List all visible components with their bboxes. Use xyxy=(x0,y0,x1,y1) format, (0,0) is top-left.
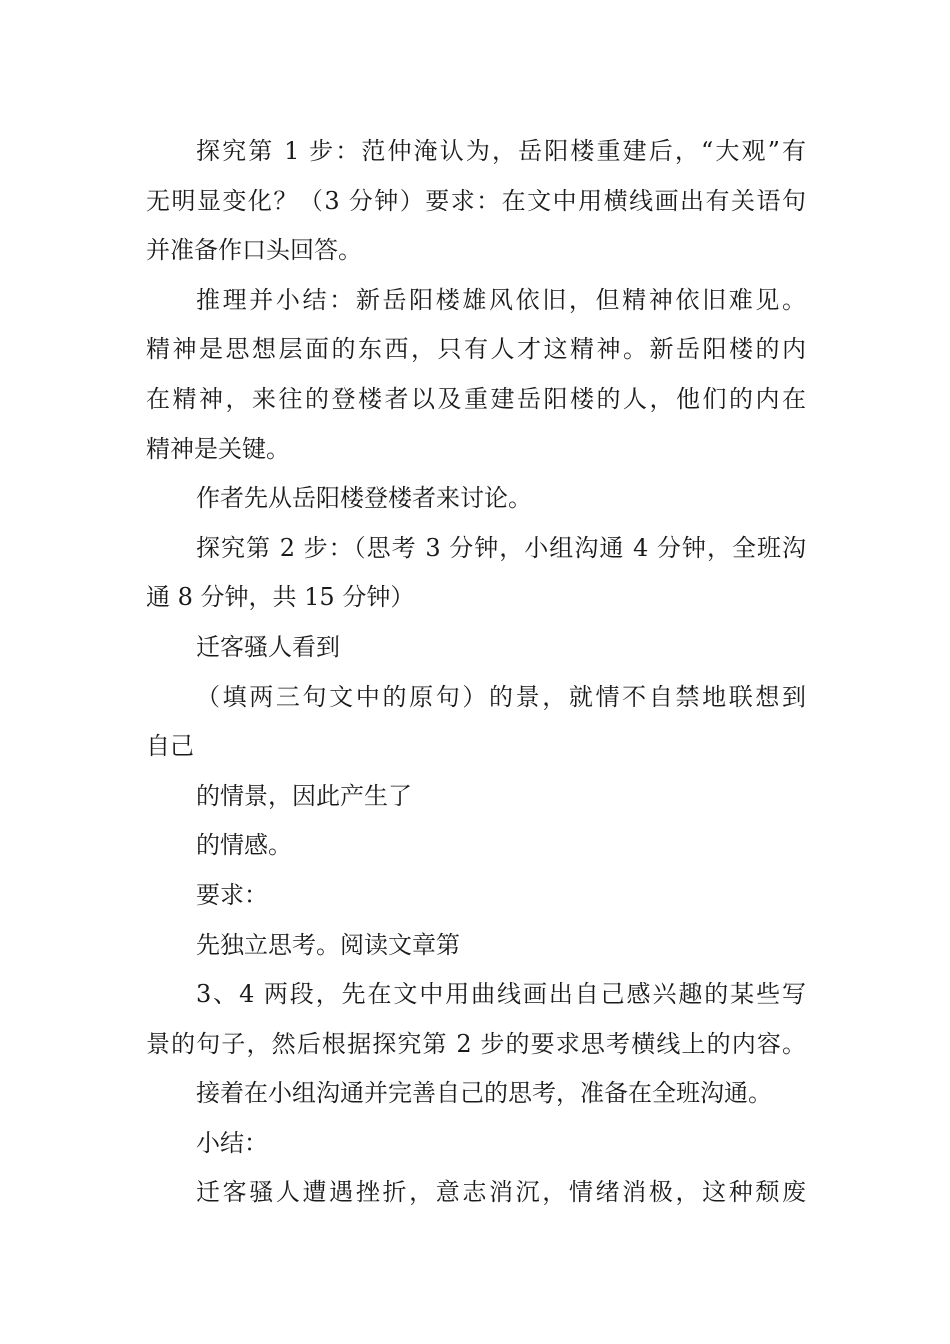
paragraph-line: 并准备作口头回答。 xyxy=(146,236,362,265)
paragraph-line: 推理并小结：新岳阳楼雄风依旧，但精神依旧难见。 xyxy=(196,285,806,314)
document-body xyxy=(146,127,806,1218)
paragraph-line: 接着在小组沟通并完善自己的思考，准备在全班沟通。 xyxy=(196,1079,772,1108)
paragraph-line: 3、4 两段，先在文中用曲线画出自己感兴趣的某些写 xyxy=(196,980,806,1009)
paragraph-line: 探究第 2 步：（思考 3 分钟，小组沟通 4 分钟，全班沟 xyxy=(196,533,806,562)
paragraph-line: 小结： xyxy=(196,1128,268,1157)
paragraph-line: 自己 xyxy=(146,732,194,761)
paragraph-line: 迁客骚人遭遇挫折，意志消沉，情绪消极，这种颓废 xyxy=(196,1178,806,1207)
paragraph-line: 作者先从岳阳楼登楼者来讨论。 xyxy=(196,484,532,513)
paragraph-line: 要求： xyxy=(196,880,268,909)
paragraph-line: 精神是关键。 xyxy=(146,434,290,463)
paragraph-line: 先独立思考。阅读文章第 xyxy=(196,930,460,959)
paragraph-line: 探究第 1 步：范仲淹认为，岳阳楼重建后，“大观”有 xyxy=(196,137,806,165)
paragraph-line: 精神是思想层面的东西，只有人才这精神。新岳阳楼的内 xyxy=(146,335,806,364)
paragraph-line: 的情感。 xyxy=(196,831,292,860)
paragraph-line: 景的句子，然后根据探究第 2 步的要求思考横线上的内容。 xyxy=(146,1029,806,1058)
paragraph-line: 的情景，因此产生了 xyxy=(196,781,412,810)
paragraph-line: 在精神，来往的登楼者以及重建岳阳楼的人，他们的内在 xyxy=(146,384,806,413)
paragraph-line: 迁客骚人看到 xyxy=(196,632,340,661)
paragraph-line: 无明显变化？（3 分钟）要求：在文中用横线画出有关语句 xyxy=(146,186,806,215)
paragraph-line: （填两三句文中的原句）的景，就情不自禁地联想到 xyxy=(196,682,806,711)
paragraph-line: 通 8 分钟，共 15 分钟） xyxy=(146,583,415,612)
